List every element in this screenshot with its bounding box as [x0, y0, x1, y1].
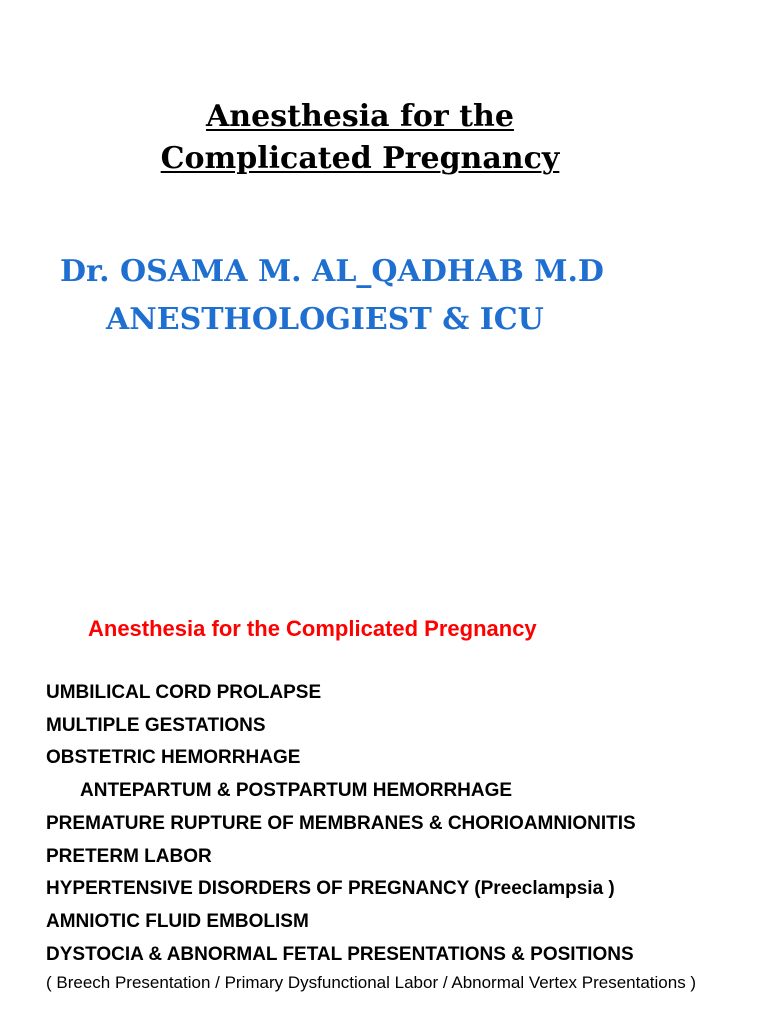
list-item: HYPERTENSIVE DISORDERS OF PREGNANCY (Preeclampsia ) — [46, 878, 615, 900]
author-block — [60, 248, 604, 344]
list-item: MULTIPLE GESTATIONS — [46, 714, 266, 736]
list-item: AMNIOTIC FLUID EMBOLISM — [46, 910, 309, 932]
title-line-2: Complicated Pregnancy — [160, 141, 560, 176]
presentation-note: ( Breech Presentation / Primary Dysfunctional Labor / Abnormal Vertex Presentations ) — [46, 973, 697, 992]
author-name: Dr. OSAMA M. AL_QADHAB M.D — [60, 254, 604, 289]
topic-list — [46, 677, 636, 971]
list-item: DYSTOCIA & ABNORMAL FETAL PRESENTATIONS & POSITIONS — [46, 943, 634, 965]
list-item: UMBILICAL CORD PROLAPSE — [46, 682, 322, 703]
slide-topics — [0, 560, 768, 1024]
topics-heading: Anesthesia for the Complicated Pregnancy — [88, 616, 537, 641]
list-item: PREMATURE RUPTURE OF MEMBRANES & CHORIOAMNIONITIS — [46, 812, 636, 834]
presentation-title — [130, 96, 590, 180]
list-item: PRETERM LABOR — [46, 845, 212, 867]
list-item: ANTEPARTUM & POSTPARTUM HEMORRHAGE — [80, 780, 513, 802]
title-line-1: Anesthesia for the — [206, 99, 514, 134]
author-specialty: ANESTHOLOGIEST & ICU — [106, 302, 544, 337]
list-item: OBSTETRIC HEMORRHAGE — [46, 747, 301, 769]
